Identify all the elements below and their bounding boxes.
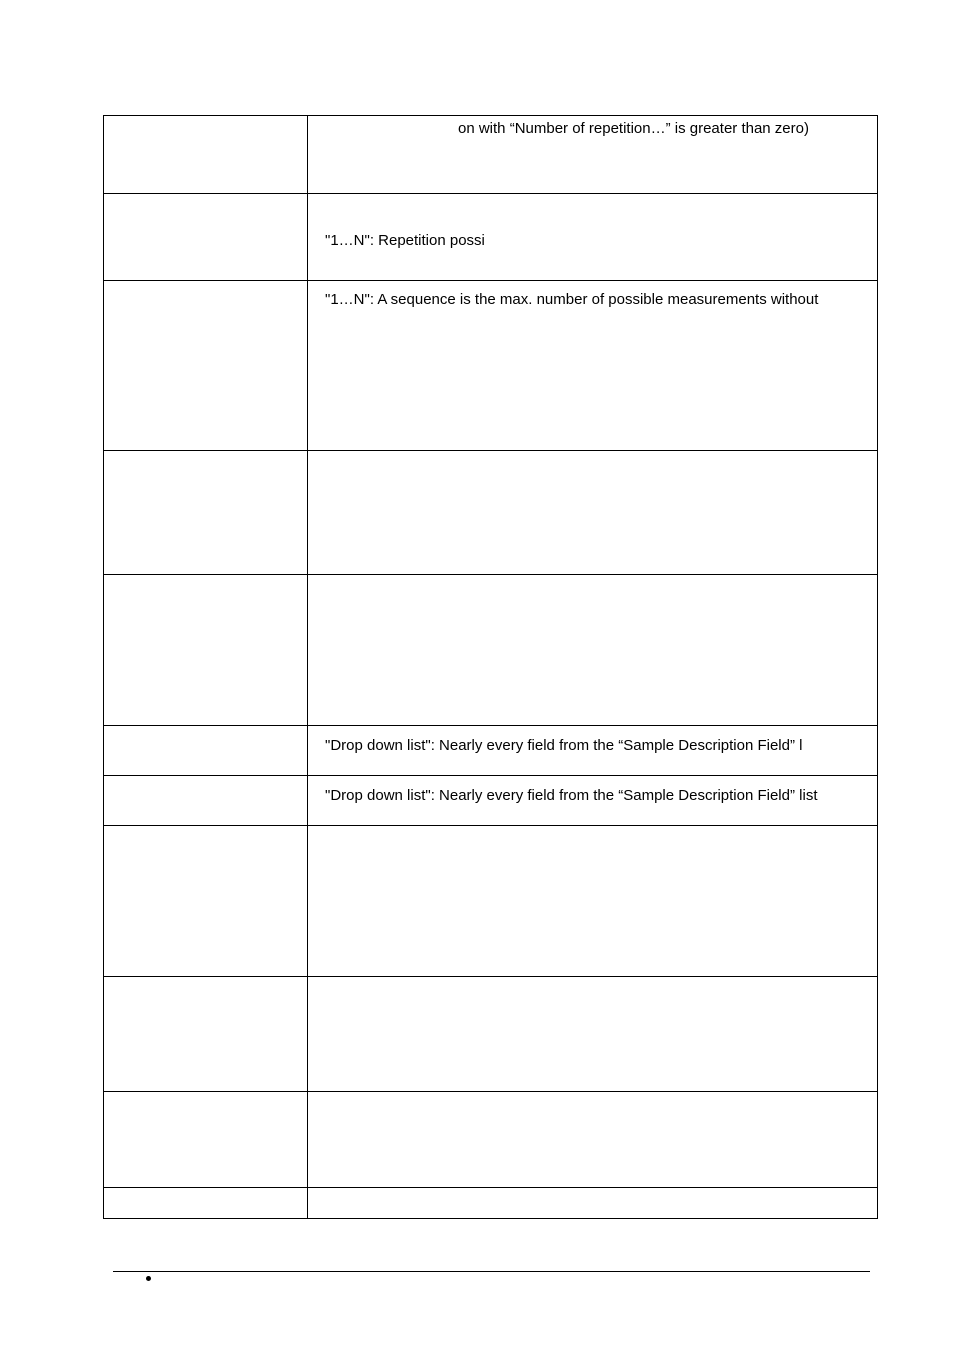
table-cell-right [308,776,878,826]
table-cell-left [104,116,308,194]
cell-text: "Drop down list": Nearly every field from the “Sample Description Field” l [325,737,803,754]
cell-text: "1…N": Repetition possi [325,232,485,249]
table-row [104,451,878,575]
cell-text: "Drop down list": Nearly every field from the “Sample Description Field” list [325,787,818,804]
cell-text [308,451,877,461]
footer-divider [113,1271,870,1272]
bullet-icon [146,1276,151,1281]
table-cell-right [308,116,878,194]
table-cell-left [104,726,308,776]
table-cell-right [308,575,878,726]
table-row [104,1092,878,1188]
cell-text [308,1188,877,1194]
table-cell-right [308,194,878,281]
table-row [104,977,878,1092]
table-cell-right [308,826,878,977]
table-cell-right [308,1188,878,1219]
table-cell-right [308,1092,878,1188]
cell-text [308,575,877,585]
table-row [104,281,878,451]
table-cell-left [104,575,308,726]
table-cell-right [308,451,878,575]
table-row [104,116,878,194]
document-table [103,115,878,1219]
cell-text [308,977,877,987]
cell-text [308,826,877,836]
table-cell-right [308,726,878,776]
table-cell-left [104,977,308,1092]
table-row [104,194,878,281]
table-row [104,575,878,726]
table-cell-right [308,281,878,451]
table-row [104,726,878,776]
cell-text: "1…N": A sequence is the max. number of possible measurements without [325,291,819,308]
cell-text: on with “Number of repetition…” is greater than zero) [458,120,809,137]
table-cell-left [104,1092,308,1188]
table-cell-left [104,1188,308,1219]
table-cell-left [104,194,308,281]
table-cell-left [104,826,308,977]
table-cell-left [104,776,308,826]
table-cell-right [308,977,878,1092]
table-cell-left [104,451,308,575]
cell-text [308,1092,877,1102]
table-row [104,1188,878,1219]
table-row [104,826,878,977]
table-row [104,776,878,826]
table-cell-left [104,281,308,451]
